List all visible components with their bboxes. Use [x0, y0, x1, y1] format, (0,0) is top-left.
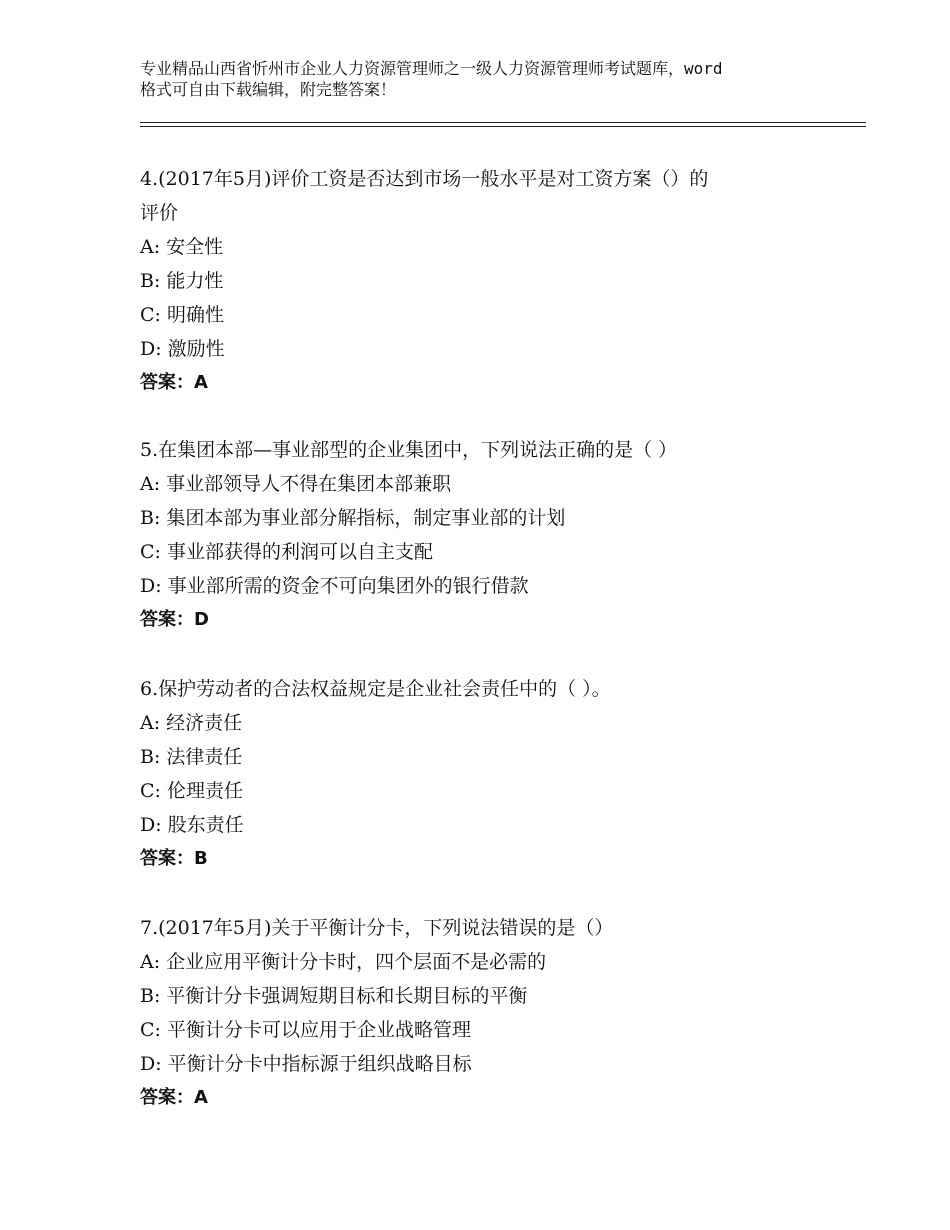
option-a: A: 事业部领导人不得在集团本部兼职	[140, 473, 452, 495]
answer: 答案：A	[140, 1087, 208, 1108]
question-4	[140, 162, 820, 400]
option-b: B: 集团本部为事业部分解指标，制定事业部的计划	[140, 507, 566, 529]
question-text: 5.在集团本部—事业部型的企业集团中，下列说法正确的是（ ）	[140, 439, 678, 461]
option-a: A: 经济责任	[140, 712, 243, 734]
question-7	[140, 911, 820, 1115]
question-text: 6.保护劳动者的合法权益规定是企业社会责任中的（ ）。	[140, 678, 611, 700]
option-d: D: 股东责任	[140, 814, 244, 836]
header-line-1: 专业精品山西省忻州市企业人力资源管理师之一级人力资源管理师考试题库，word	[140, 59, 723, 78]
header-line-2: 格式可自由下载编辑，附完整答案！	[140, 80, 397, 99]
header-divider-bottom	[140, 126, 866, 127]
header-divider-top	[140, 122, 866, 123]
option-a: A: 安全性	[140, 236, 224, 258]
answer: 答案：B	[140, 848, 208, 869]
document-header	[140, 58, 840, 100]
option-c: C: 事业部获得的利润可以自主支配	[140, 541, 433, 563]
answer: 答案：D	[140, 609, 209, 630]
option-b: B: 能力性	[140, 270, 224, 292]
question-5	[140, 433, 820, 637]
option-b: B: 平衡计分卡强调短期目标和长期目标的平衡	[140, 985, 528, 1007]
option-a: A: 企业应用平衡计分卡时，四个层面不是必需的	[140, 951, 547, 973]
question-6	[140, 672, 820, 876]
question-text: 7.(2017年5月)关于平衡计分卡，下列说法错误的是（）	[140, 917, 614, 939]
answer: 答案：A	[140, 372, 208, 393]
option-d: D: 事业部所需的资金不可向集团外的银行借款	[140, 575, 529, 597]
question-text-continued: 评价	[140, 202, 179, 224]
question-text: 4.(2017年5月)评价工资是否达到市场一般水平是对工资方案（）的	[140, 168, 709, 190]
option-b: B: 法律责任	[140, 746, 243, 768]
option-c: C: 平衡计分卡可以应用于企业战略管理	[140, 1019, 471, 1041]
option-c: C: 明确性	[140, 304, 224, 326]
option-c: C: 伦理责任	[140, 780, 243, 802]
option-d: D: 平衡计分卡中指标源于组织战略目标	[140, 1053, 472, 1075]
option-d: D: 激励性	[140, 338, 225, 360]
